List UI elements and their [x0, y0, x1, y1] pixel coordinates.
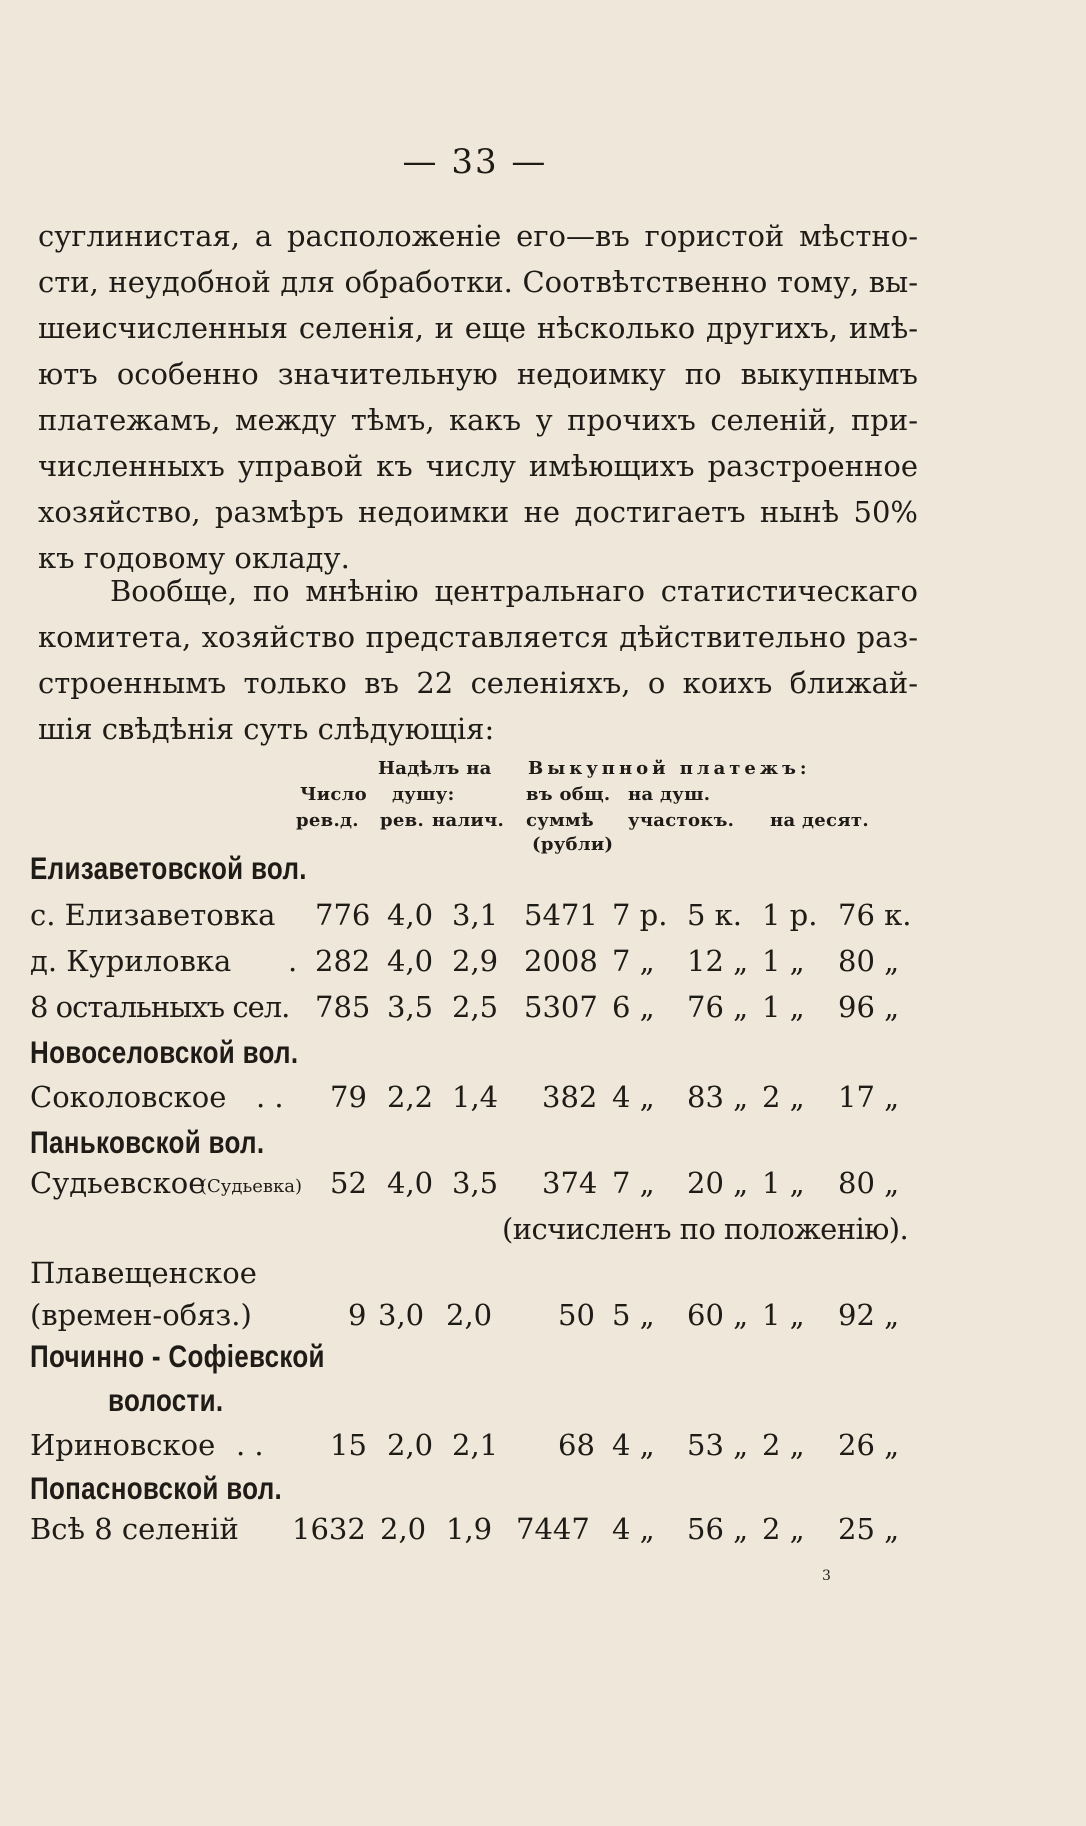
- cell-leader: . .: [236, 1428, 264, 1462]
- header-vykup: Выкупной платежъ:: [528, 758, 811, 779]
- cell-nal: 2,5: [452, 990, 499, 1024]
- cell-sum: 382: [542, 1080, 598, 1114]
- cell-des-r: 2 „: [762, 1512, 805, 1546]
- cell-nal: 2,0: [446, 1298, 493, 1332]
- cell-des-r: 1 „: [762, 944, 805, 978]
- cell-nal: 1,9: [446, 1512, 493, 1546]
- text-line: комитета, хозяйство представляется дѣйствительно раз-: [38, 620, 918, 654]
- volost-heading: Новоселовской вол.: [30, 1034, 299, 1070]
- cell-dush-k: 53 „: [687, 1428, 749, 1462]
- village-name: Плавещенское: [30, 1256, 257, 1290]
- signature-mark: 3: [822, 1568, 831, 1584]
- cell-dush-k: 83 „: [687, 1080, 749, 1114]
- text-line: къ годовому окладу.: [38, 541, 350, 575]
- cell-des-k: 17 „: [838, 1080, 900, 1114]
- cell-dush-r: 7 „: [612, 1166, 655, 1200]
- cell-name-alt: (Судьевка): [200, 1176, 303, 1197]
- cell-dush-k: 76 „: [687, 990, 749, 1024]
- cell-rev: 3,0: [378, 1298, 425, 1332]
- cell-des-r: 2 „: [762, 1428, 805, 1462]
- cell-dush-r: 4 „: [612, 1428, 655, 1462]
- cell-dush-k: 12 „: [687, 944, 749, 978]
- text-line: Вообще, по мнѣнію центральнаго статистическаго: [110, 574, 918, 608]
- cell-name: Судьевское: [30, 1166, 206, 1200]
- cell-sum: 5471: [524, 898, 598, 932]
- cell-des-r: 1 „: [762, 990, 805, 1024]
- text-line: суглинистая, а расположеніе его—въ гористой мѣстно-: [38, 219, 918, 253]
- paragraph-1: [38, 213, 918, 581]
- header-na-desyat: на десят.: [770, 810, 869, 831]
- cell-des-k: 92 „: [838, 1298, 900, 1332]
- cell-chislo: 52: [330, 1166, 367, 1200]
- text-line: платежамъ, между тѣмъ, какъ у прочихъ селеній, при-: [38, 403, 918, 437]
- cell-nal: 1,4: [452, 1080, 499, 1114]
- cell-nal: 3,5: [452, 1166, 499, 1200]
- cell-chislo: 15: [330, 1428, 367, 1462]
- cell-nal: 2,1: [452, 1428, 499, 1462]
- cell-chislo: 282: [315, 944, 371, 978]
- cell-dush-r: 6 „: [612, 990, 655, 1024]
- header-rubli: (рубли): [532, 834, 614, 855]
- cell-nal: 2,9: [452, 944, 499, 978]
- cell-chislo: 776: [315, 898, 371, 932]
- cell-name: Соколовское: [30, 1080, 227, 1114]
- cell-name: Всѣ 8 селеній: [30, 1512, 239, 1546]
- cell-rev: 2,2: [387, 1080, 434, 1114]
- cell-des-r: 1 р.: [762, 898, 818, 932]
- cell-sum: 7447: [516, 1512, 590, 1546]
- cell-des-r: 1 „: [762, 1166, 805, 1200]
- cell-chislo: 79: [330, 1080, 367, 1114]
- cell-chislo: 1632: [292, 1512, 366, 1546]
- text-line: шеисчисленныя селенія, и еще нѣсколько другихъ, имѣ-: [38, 311, 918, 345]
- cell-dush-k: 5 к.: [687, 898, 743, 932]
- cell-rev: 4,0: [387, 1166, 434, 1200]
- text-line: численныхъ управой къ числу имѣющихъ разстроенное: [38, 449, 918, 483]
- cell-des-k: 76 к.: [838, 898, 912, 932]
- header-chislo: Число: [300, 784, 367, 805]
- volost-heading-cont: волости.: [108, 1382, 224, 1418]
- cell-dush-r: 5 „: [612, 1298, 655, 1332]
- cell-dush-k: 56 „: [687, 1512, 749, 1546]
- text-line: ютъ особенно значительную недоимку по выкупнымъ: [38, 357, 918, 391]
- row-note: (исчисленъ по положенію).: [502, 1212, 909, 1246]
- cell-nal: 3,1: [452, 898, 499, 932]
- cell-dush-r: 4 „: [612, 1512, 655, 1546]
- header-rev-d: рев.д.: [296, 810, 359, 831]
- cell-chislo: 9: [348, 1298, 367, 1332]
- cell-rev: 2,0: [380, 1512, 427, 1546]
- cell-chislo: 785: [315, 990, 371, 1024]
- header-rev: рев.: [380, 810, 425, 831]
- cell-rev: 4,0: [387, 898, 434, 932]
- cell-sum: 2008: [524, 944, 598, 978]
- cell-des-k: 25 „: [838, 1512, 900, 1546]
- cell-des-k: 80 „: [838, 1166, 900, 1200]
- volost-heading: Попасновской вол.: [30, 1470, 283, 1506]
- cell-name: д. Куриловка: [30, 944, 232, 978]
- header-uchastok: участокъ.: [628, 810, 735, 831]
- volost-heading: Паньковской вол.: [30, 1124, 265, 1160]
- cell-name: (времен-обяз.): [30, 1298, 252, 1332]
- cell-sum: 50: [558, 1298, 595, 1332]
- header-na-dush: на душ.: [628, 784, 711, 805]
- cell-rev: 2,0: [387, 1428, 434, 1462]
- page-number: — 33 —: [402, 142, 548, 182]
- volost-heading: Елизаветовской вол.: [30, 850, 307, 886]
- cell-dush-r: 7 р.: [612, 898, 668, 932]
- cell-name: с. Елизаветовка: [30, 898, 276, 932]
- cell-sum: 68: [558, 1428, 595, 1462]
- cell-dush-r: 4 „: [612, 1080, 655, 1114]
- header-nalich: налич.: [432, 810, 505, 831]
- cell-des-k: 80 „: [838, 944, 900, 978]
- cell-leader: . .: [256, 1080, 284, 1114]
- header-v-obsch: въ общ.: [526, 784, 611, 805]
- header-nadel: Надѣлъ на: [378, 758, 492, 779]
- cell-des-r: 1 „: [762, 1298, 805, 1332]
- cell-sum: 5307: [524, 990, 598, 1024]
- text-line: строеннымъ только въ 22 селеніяхъ, о коихъ ближай-: [38, 666, 918, 700]
- cell-dush-r: 7 „: [612, 944, 655, 978]
- cell-des-k: 26 „: [838, 1428, 900, 1462]
- cell-dush-k: 60 „: [687, 1298, 749, 1332]
- text-line: хозяйство, размѣръ недоимки не достигаетъ нынѣ 50%: [38, 495, 918, 529]
- cell-name: 8 остальныхъ сел.: [30, 990, 290, 1024]
- header-dushu: душу:: [392, 784, 455, 805]
- cell-sum: 374: [542, 1166, 598, 1200]
- cell-leader: .: [288, 944, 298, 978]
- header-summe: суммѣ: [526, 810, 594, 831]
- paragraph-2: [38, 568, 918, 752]
- cell-rev: 4,0: [387, 944, 434, 978]
- cell-des-r: 2 „: [762, 1080, 805, 1114]
- volost-heading: Починно - Софіевской: [30, 1338, 325, 1374]
- text-line: сти, неудобной для обработки. Соотвѣтственно тому, вы-: [38, 265, 918, 299]
- cell-name: Ириновское: [30, 1428, 216, 1462]
- text-line: шія свѣдѣнія суть слѣдующія:: [38, 712, 495, 746]
- cell-rev: 3,5: [387, 990, 434, 1024]
- cell-des-k: 96 „: [838, 990, 900, 1024]
- cell-dush-k: 20 „: [687, 1166, 749, 1200]
